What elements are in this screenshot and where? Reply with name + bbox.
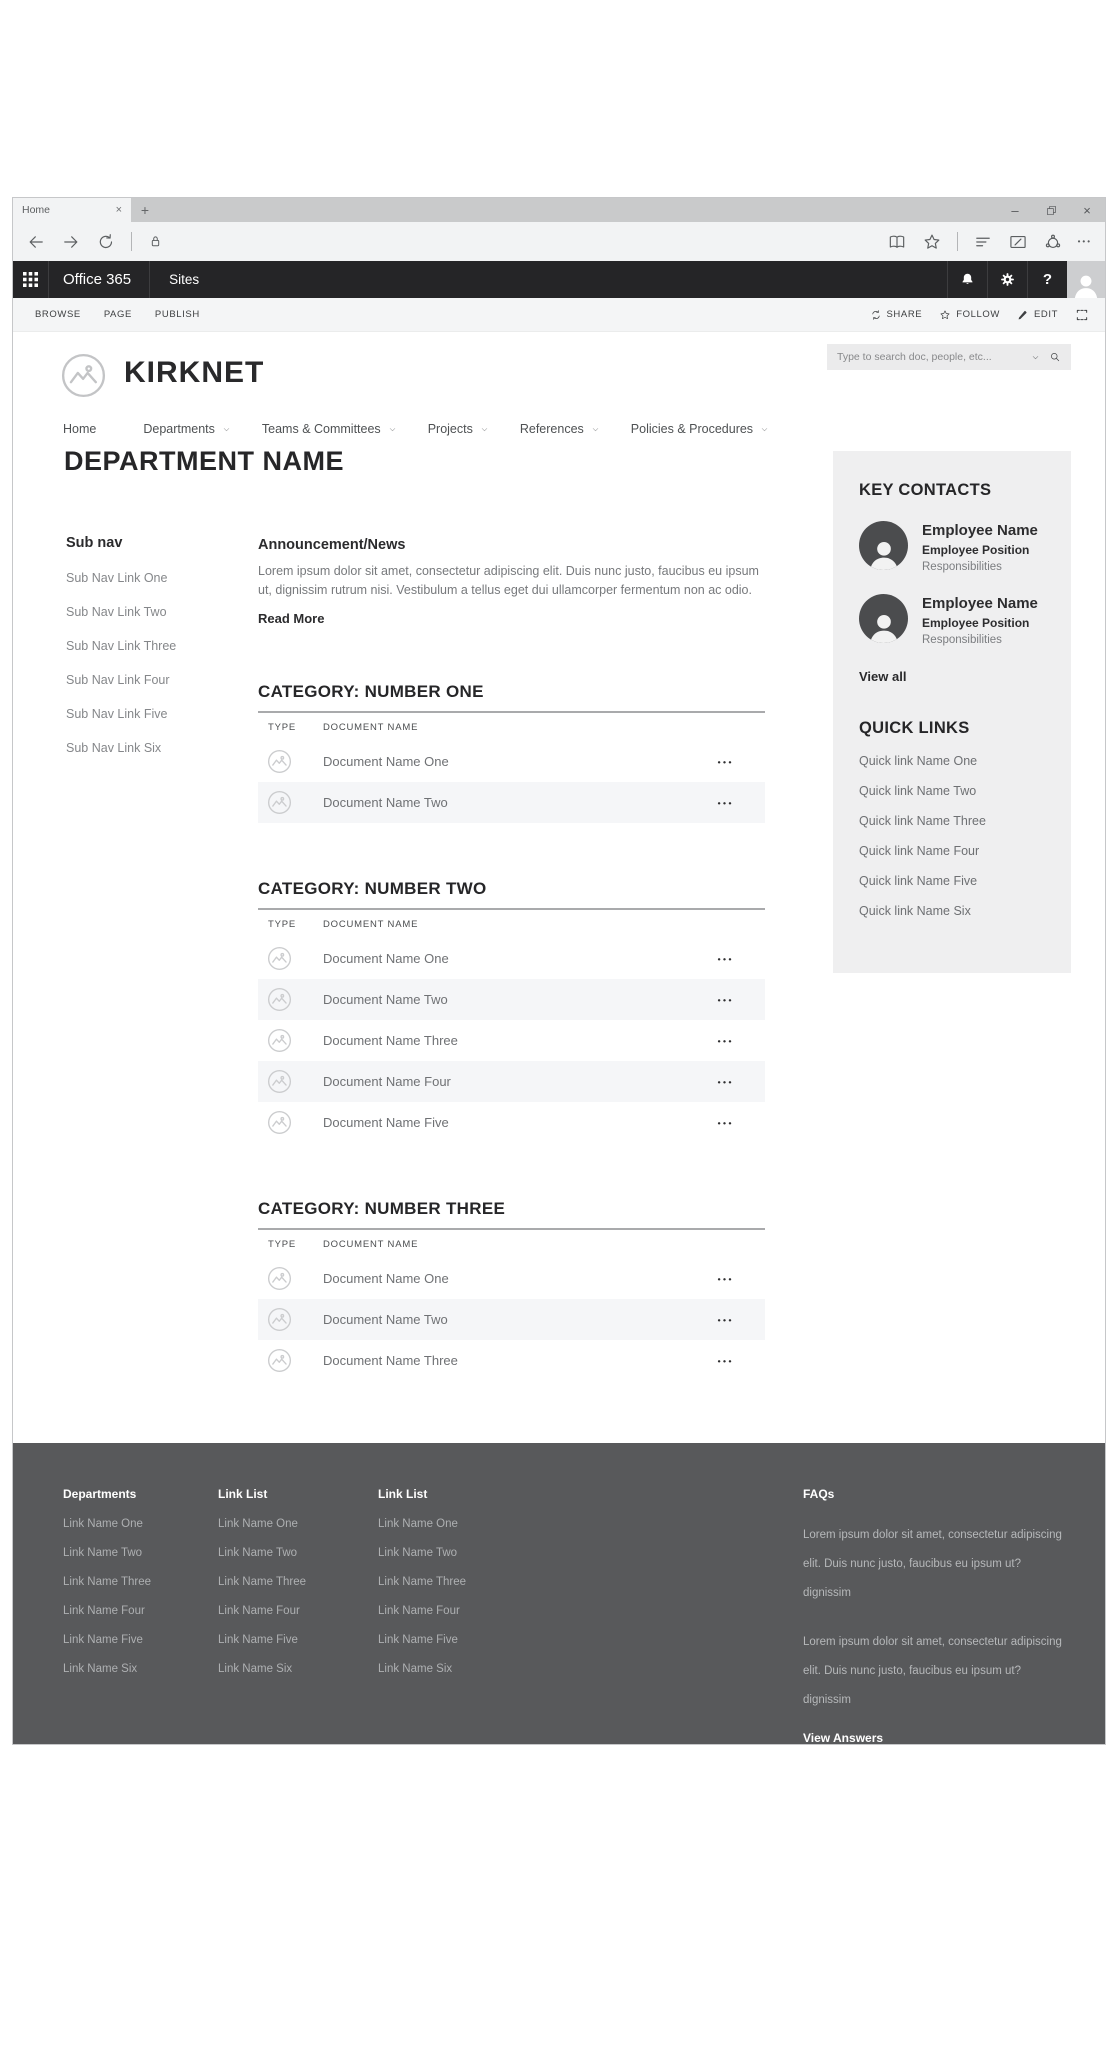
- document-name-link[interactable]: Document Name One: [323, 1271, 449, 1286]
- chevron-down-icon[interactable]: [1031, 353, 1040, 362]
- nav-item-label: Teams & Committees: [261, 422, 381, 436]
- toolbar-divider: [131, 232, 132, 251]
- footer-link[interactable]: Link Name Two: [218, 1547, 298, 1559]
- column-header-document-name: DOCUMENT NAME: [323, 919, 419, 930]
- edit-button[interactable]: [1017, 309, 1058, 321]
- share-sync-icon: [870, 309, 882, 321]
- footer-link[interactable]: Link Name Three: [218, 1576, 306, 1588]
- browser-window: [12, 197, 1106, 1745]
- restore-icon: [1045, 204, 1058, 217]
- footer-heading: Departments: [63, 1487, 137, 1501]
- browser-tab-bar: [13, 198, 1105, 222]
- sharepoint-ribbon: [13, 298, 1105, 332]
- main-column: [258, 537, 765, 1381]
- footer-link[interactable]: Link Name Five: [218, 1634, 298, 1646]
- announcement-body: Lorem ipsum dolor sit amet, consectetur adipiscing elit. Duis nunc justo, faucibus eu ipsum ut, dignissim rutrum nisi. Vestibulum a tellus eget dui ullamcorper fermentum non ac odio.: [258, 564, 759, 597]
- employee-responsibilities: Responsibilities: [922, 634, 1002, 646]
- document-type-icon: [267, 987, 292, 1012]
- contact-card[interactable]: [859, 594, 1045, 646]
- edit-pencil-icon: [1017, 309, 1029, 321]
- nav-item-label: References: [519, 422, 584, 436]
- row-more-button[interactable]: •••: [717, 1117, 734, 1128]
- follow-star-icon: [939, 309, 951, 321]
- document-type-icon: [267, 1069, 292, 1094]
- main-navigation: [63, 422, 800, 436]
- search-placeholder: Type to search doc, people, etc...: [837, 351, 992, 363]
- document-name-link[interactable]: Document Name Five: [323, 1115, 449, 1130]
- quick-link[interactable]: Quick link Name Five: [859, 874, 978, 888]
- web-note-icon[interactable]: [1008, 232, 1028, 252]
- quick-link[interactable]: Quick link Name One: [859, 754, 978, 768]
- document-type-icon: [267, 749, 292, 774]
- document-name-link[interactable]: Document Name Two: [323, 1312, 448, 1327]
- table-row[interactable]: [258, 979, 765, 1020]
- share-icon[interactable]: [1043, 232, 1063, 252]
- faq-paragraph: Lorem ipsum dolor sit amet, consectetur adipiscing elit. Duis nunc justo, faucibus eu ipsum ut? dignissim: [803, 1529, 1062, 1599]
- footer-heading: Link List: [218, 1487, 268, 1501]
- table-row[interactable]: [258, 938, 765, 979]
- footer-link[interactable]: Link Name Six: [218, 1663, 293, 1675]
- focus-frame-icon: [1075, 308, 1089, 322]
- table-header-row: [258, 919, 765, 931]
- nav-item[interactable]: [63, 422, 112, 436]
- ribbon-tab[interactable]: PUBLISH: [154, 309, 200, 320]
- row-more-button[interactable]: •••: [717, 1273, 734, 1284]
- row-more-button[interactable]: •••: [717, 756, 734, 767]
- table-row[interactable]: [258, 1340, 765, 1381]
- notifications-button[interactable]: [947, 261, 987, 298]
- right-sidebar: [833, 451, 1071, 973]
- chevron-down-icon: [222, 425, 231, 434]
- page-title: DEPARTMENT NAME: [64, 446, 344, 476]
- document-name-link[interactable]: Document Name Two: [323, 992, 448, 1007]
- document-table: [258, 741, 765, 823]
- column-header-document-name: DOCUMENT NAME: [323, 1239, 419, 1250]
- subnav-link[interactable]: Sub Nav Link One: [66, 571, 168, 585]
- app-launcher-grid-icon: [23, 272, 38, 287]
- focus-mode-button[interactable]: [1075, 308, 1089, 322]
- footer-column-link-list-1: [218, 1487, 306, 1675]
- help-button[interactable]: ?: [1027, 261, 1067, 298]
- table-row[interactable]: [258, 1258, 765, 1299]
- nav-item-label: Projects: [427, 422, 473, 436]
- table-row[interactable]: [258, 1102, 765, 1143]
- browser-toolbar: [13, 222, 1105, 261]
- footer-column-faqs: [803, 1487, 1063, 1744]
- footer-heading: Link List: [378, 1487, 428, 1501]
- table-row[interactable]: [258, 1020, 765, 1061]
- edit-label: EDIT: [1033, 309, 1058, 320]
- site-title[interactable]: KIRKNET: [124, 356, 265, 389]
- search-input[interactable]: [827, 344, 1071, 370]
- footer-link[interactable]: Link Name Five: [63, 1634, 143, 1646]
- nav-item-label: Departments: [143, 422, 215, 436]
- announcement-heading: Announcement/News: [258, 537, 406, 553]
- office365-suite-bar: [13, 261, 1105, 298]
- view-all-link[interactable]: View all: [859, 669, 907, 684]
- new-tab-button[interactable]: +: [140, 202, 150, 218]
- category-divider: [258, 1228, 765, 1230]
- contact-avatar: [859, 594, 908, 643]
- column-header-document-name: DOCUMENT NAME: [323, 722, 419, 733]
- quick-link[interactable]: Quick link Name Three: [859, 814, 986, 828]
- refresh-icon[interactable]: [96, 232, 116, 252]
- favorites-star-icon[interactable]: [922, 232, 942, 252]
- footer-link[interactable]: Link Name Two: [378, 1547, 458, 1559]
- follow-label: FOLLOW: [956, 309, 1000, 320]
- subnav-link[interactable]: Sub Nav Link Two: [66, 605, 167, 619]
- footer-link[interactable]: Link Name Two: [63, 1547, 143, 1559]
- toolbar-divider: [957, 232, 958, 251]
- footer-link[interactable]: Link Name Four: [63, 1605, 145, 1617]
- column-header-type: TYPE: [268, 722, 297, 733]
- employee-name: Employee Name: [922, 595, 1038, 612]
- document-name-link[interactable]: Document Name Three: [323, 1353, 458, 1368]
- more-options-icon[interactable]: •••: [1077, 237, 1092, 246]
- share-label: SHARE: [886, 309, 923, 320]
- document-type-icon: [267, 1110, 292, 1135]
- bell-icon: [959, 271, 976, 288]
- footer-link[interactable]: Link Name Four: [218, 1605, 300, 1617]
- subnav-link[interactable]: Sub Nav Link Five: [66, 707, 168, 721]
- subnav-link[interactable]: Sub Nav Link Six: [66, 741, 162, 755]
- document-type-icon: [267, 790, 292, 815]
- document-type-icon: [267, 946, 292, 971]
- nav-item[interactable]: [520, 422, 600, 436]
- footer-link[interactable]: Link Name One: [63, 1518, 143, 1530]
- footer-link[interactable]: Link Name Five: [378, 1634, 458, 1646]
- ribbon-tab[interactable]: PAGE: [103, 309, 132, 320]
- faq-paragraph: Lorem ipsum dolor sit amet, consectetur adipiscing elit. Duis nunc justo, faucibus eu ipsum ut? dignissim: [803, 1636, 1062, 1706]
- row-more-button[interactable]: •••: [717, 1076, 734, 1087]
- sites-label[interactable]: Sites: [169, 272, 200, 287]
- document-type-icon: [267, 1348, 292, 1373]
- category-title: CATEGORY: NUMBER TWO: [258, 879, 487, 898]
- row-more-button[interactable]: •••: [717, 1314, 734, 1325]
- office365-label[interactable]: Office 365: [63, 271, 132, 288]
- footer-column-link-list-2: [378, 1487, 466, 1675]
- employee-name: Employee Name: [922, 522, 1038, 539]
- table-row[interactable]: [258, 1061, 765, 1102]
- table-header-row: [258, 722, 765, 734]
- view-answers-link[interactable]: View Answers: [803, 1731, 884, 1744]
- chevron-down-icon: [591, 425, 600, 434]
- chevron-down-icon: [480, 425, 489, 434]
- faqs-heading: FAQs: [803, 1487, 835, 1501]
- person-icon: [864, 535, 904, 570]
- document-name-link[interactable]: Document Name Four: [323, 1074, 451, 1089]
- document-type-icon: [267, 1266, 292, 1291]
- search-icon[interactable]: [1049, 351, 1061, 363]
- minimize-button[interactable]: –: [1011, 202, 1019, 218]
- row-more-button[interactable]: •••: [717, 797, 734, 808]
- document-table: [258, 1258, 765, 1381]
- footer-link[interactable]: Link Name Three: [63, 1576, 151, 1588]
- image-placeholder-icon: [60, 352, 107, 399]
- document-name-link[interactable]: Document Name Three: [323, 1033, 458, 1048]
- quick-links-heading: QUICK LINKS: [859, 719, 970, 737]
- read-more-link[interactable]: Read More: [258, 611, 325, 626]
- close-button[interactable]: ×: [1083, 202, 1091, 218]
- table-row[interactable]: [258, 741, 765, 782]
- contact-avatar: [859, 521, 908, 570]
- chevron-down-icon: [388, 425, 397, 434]
- document-name-link[interactable]: Document Name Two: [323, 795, 448, 810]
- quick-link[interactable]: Quick link Name Two: [859, 784, 977, 798]
- column-header-type: TYPE: [268, 919, 297, 930]
- document-type-icon: [267, 1028, 292, 1053]
- window-controls: [997, 198, 1105, 222]
- employee-position: Employee Position: [922, 543, 1030, 557]
- category-divider: [258, 908, 765, 910]
- settings-button[interactable]: [987, 261, 1027, 298]
- row-more-button[interactable]: •••: [717, 1355, 734, 1366]
- tab-close-icon[interactable]: ×: [115, 204, 122, 216]
- nav-item-label: Policies & Procedures: [630, 422, 754, 436]
- ribbon-tabs: [35, 309, 223, 320]
- category-title: CATEGORY: NUMBER THREE: [258, 1199, 506, 1218]
- app-launcher-button[interactable]: [13, 261, 49, 298]
- subnav-heading: Sub nav: [66, 535, 123, 551]
- footer-link[interactable]: Link Name Six: [378, 1663, 453, 1675]
- column-header-type: TYPE: [268, 1239, 297, 1250]
- category-section: [258, 682, 765, 823]
- document-table: [258, 938, 765, 1143]
- nav-item[interactable]: [143, 422, 231, 436]
- footer-link[interactable]: Link Name Six: [63, 1663, 138, 1675]
- footer-column-departments: [63, 1487, 151, 1675]
- document-name-link[interactable]: Document Name One: [323, 951, 449, 966]
- table-row[interactable]: [258, 1299, 765, 1340]
- gear-icon: [999, 271, 1016, 288]
- quick-link[interactable]: Quick link Name Six: [859, 904, 971, 918]
- lock-icon: [147, 233, 164, 250]
- reading-view-icon[interactable]: [887, 232, 907, 252]
- employee-responsibilities: Responsibilities: [922, 561, 1002, 573]
- key-contacts-heading: KEY CONTACTS: [859, 481, 992, 499]
- table-row[interactable]: [258, 782, 765, 823]
- footer-link[interactable]: Link Name Three: [378, 1576, 466, 1588]
- page-content: [13, 332, 1105, 1744]
- page-footer: [13, 1443, 1105, 1744]
- subnav-link[interactable]: Sub Nav Link Four: [66, 673, 170, 687]
- share-button[interactable]: [870, 309, 923, 321]
- sub-navigation: [66, 535, 246, 755]
- follow-button[interactable]: [939, 309, 1000, 321]
- nav-item[interactable]: [631, 422, 769, 436]
- row-more-button[interactable]: •••: [717, 953, 734, 964]
- back-icon[interactable]: [26, 232, 46, 252]
- site-logo[interactable]: [60, 352, 107, 399]
- user-avatar[interactable]: [1067, 261, 1105, 298]
- restore-button[interactable]: [1033, 198, 1069, 222]
- ribbon-tab[interactable]: BROWSE: [35, 309, 81, 320]
- browser-tab[interactable]: [13, 198, 131, 222]
- category-divider: [258, 711, 765, 713]
- footer-link[interactable]: Link Name Four: [378, 1605, 460, 1617]
- tab-title: Home: [22, 204, 51, 216]
- row-more-button[interactable]: •••: [717, 994, 734, 1005]
- table-header-row: [258, 1239, 765, 1251]
- category-title: CATEGORY: NUMBER ONE: [258, 682, 484, 701]
- row-more-button[interactable]: •••: [717, 1035, 734, 1046]
- footer-link[interactable]: Link Name One: [218, 1518, 298, 1530]
- chevron-down-icon: [760, 425, 769, 434]
- footer-link[interactable]: Link Name One: [378, 1518, 458, 1530]
- nav-item[interactable]: [262, 422, 397, 436]
- quick-link[interactable]: Quick link Name Four: [859, 844, 980, 858]
- hub-icon[interactable]: [973, 232, 993, 252]
- document-type-icon: [267, 1307, 292, 1332]
- nav-item[interactable]: [428, 422, 489, 436]
- category-list: [258, 682, 765, 1381]
- category-section: [258, 1199, 765, 1381]
- contact-card[interactable]: [859, 521, 1045, 573]
- forward-icon[interactable]: [61, 232, 81, 252]
- nav-item-label: Home: [63, 422, 97, 436]
- document-name-link[interactable]: Document Name One: [323, 754, 449, 769]
- subnav-link[interactable]: Sub Nav Link Three: [66, 639, 177, 653]
- person-icon: [1070, 270, 1102, 298]
- category-section: [258, 879, 765, 1143]
- employee-position: Employee Position: [922, 616, 1030, 630]
- person-icon: [864, 608, 904, 643]
